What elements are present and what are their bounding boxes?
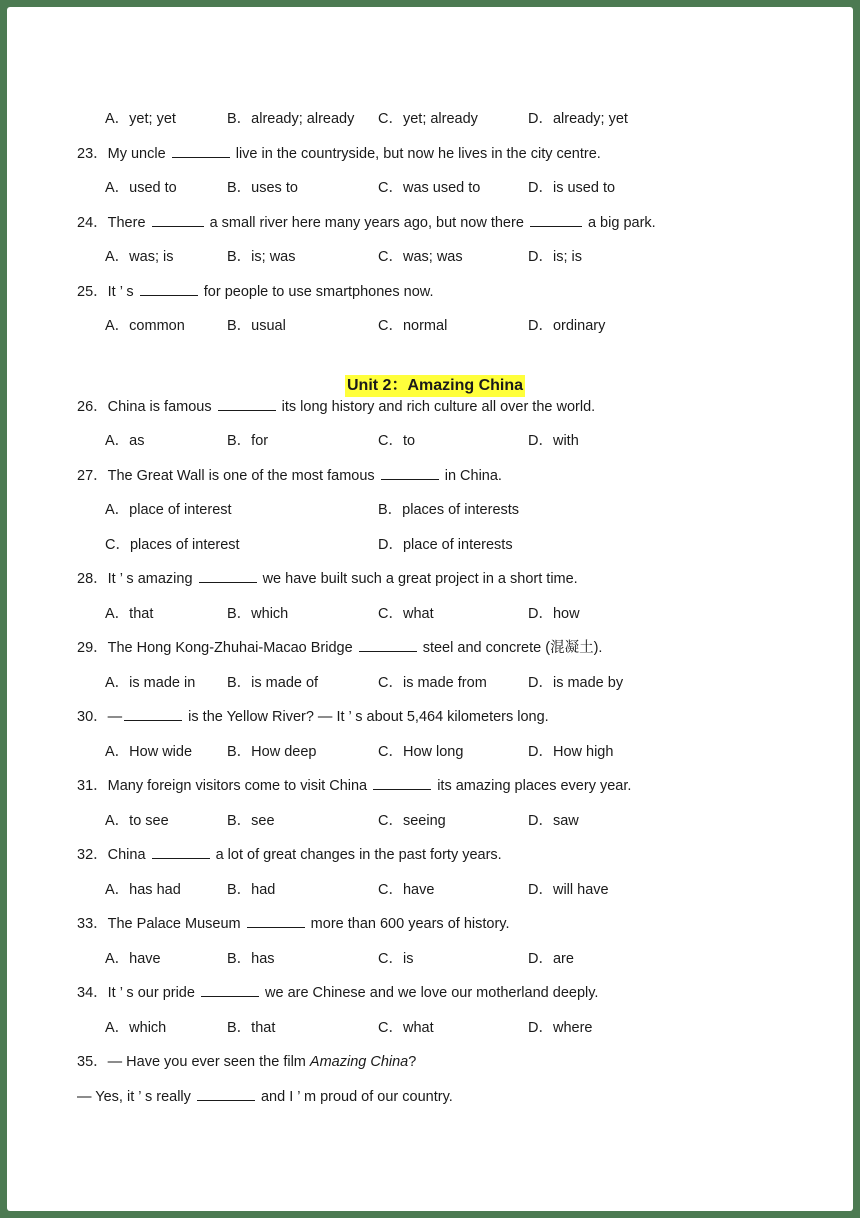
unit-heading: Unit 2：Amazing China: [345, 375, 525, 397]
q26-text-before: 26．China is famous: [77, 399, 212, 415]
q23-option-a[interactable]: A．used to: [105, 180, 177, 196]
q30-option-d[interactable]: D．How high: [528, 744, 614, 760]
q23-option-c[interactable]: C．was used to: [378, 180, 481, 196]
q27-option-b[interactable]: B．places of interests: [378, 502, 520, 518]
q23-blank: [172, 144, 230, 158]
q32-blank: [152, 845, 210, 859]
q32-stem: [77, 845, 502, 865]
q29-text-after: steel and concrete (混凝土).: [422, 640, 603, 656]
q28-option-c[interactable]: C．what: [378, 606, 434, 622]
q35-reply-before: — Yes, it ’ s really: [77, 1089, 191, 1105]
worksheet-page: [7, 7, 853, 1211]
q33-text-after: more than 600 years of history.: [310, 916, 510, 932]
q35-text-before: 35．— Have you ever seen the film: [77, 1054, 306, 1070]
q25-blank: [140, 282, 198, 296]
q31-text-after: its amazing places every year.: [437, 778, 632, 794]
q31-blank: [373, 776, 431, 790]
q33-option-a[interactable]: A．have: [105, 951, 161, 967]
q35-line-2: [77, 1087, 453, 1107]
q26-option-c[interactable]: C．to: [378, 433, 416, 449]
q31-stem: [77, 776, 631, 796]
q34-option-b[interactable]: B．that: [227, 1020, 276, 1036]
q34-option-d[interactable]: D．where: [528, 1020, 593, 1036]
q22-option-d[interactable]: D．already; yet: [528, 111, 628, 127]
q29-text-before: 29．The Hong Kong-Zhuhai-Macao Bridge: [77, 640, 353, 656]
q33-option-d[interactable]: D．are: [528, 951, 574, 967]
q34-blank: [201, 983, 259, 997]
q26-option-a[interactable]: A．as: [105, 433, 145, 449]
q29-option-a[interactable]: A．is made in: [105, 675, 196, 691]
q32-option-b[interactable]: B．had: [227, 882, 276, 898]
q35-reply-after: and I ’ m proud of our country.: [260, 1089, 453, 1105]
q24-option-a[interactable]: A．was; is: [105, 249, 174, 265]
q30-stem: [77, 707, 549, 727]
q34-stem: [77, 983, 598, 1003]
q24-text-after: a big park.: [587, 215, 656, 231]
q27-stem: [77, 466, 502, 486]
q33-option-c[interactable]: C．is: [378, 951, 414, 967]
q24-text-middle: a small river here many years ago, but now there: [209, 215, 524, 231]
q27-option-c[interactable]: C．places of interest: [105, 537, 240, 553]
q25-stem: [77, 282, 433, 302]
q34-text-before: 34．It ’ s our pride: [77, 985, 195, 1001]
q31-option-b[interactable]: B．see: [227, 813, 275, 829]
q27-text-after: in China.: [444, 468, 502, 484]
q23-option-d[interactable]: D．is used to: [528, 180, 616, 196]
q34-option-c[interactable]: C．what: [378, 1020, 434, 1036]
q30-option-a[interactable]: A．How wide: [105, 744, 193, 760]
q23-text-after: live in the countryside, but now he lives in the city centre.: [235, 146, 601, 162]
q31-option-c[interactable]: C．seeing: [378, 813, 446, 829]
q23-option-b[interactable]: B．uses to: [227, 180, 298, 196]
q30-option-b[interactable]: B．How deep: [227, 744, 317, 760]
q24-blank-2: [530, 213, 582, 227]
q29-option-c[interactable]: C．is made from: [378, 675, 487, 691]
q33-stem: [77, 914, 509, 934]
q26-option-b[interactable]: B．for: [227, 433, 269, 449]
q24-option-b[interactable]: B．is; was: [227, 249, 296, 265]
q32-option-c[interactable]: C．have: [378, 882, 435, 898]
q34-option-a[interactable]: A．which: [105, 1020, 167, 1036]
q23-text-before: 23．My uncle: [77, 146, 166, 162]
q32-option-a[interactable]: A．has had: [105, 882, 181, 898]
q25-option-a[interactable]: A．common: [105, 318, 185, 334]
q33-option-b[interactable]: B．has: [227, 951, 275, 967]
q30-option-c[interactable]: C．How long: [378, 744, 464, 760]
q30-text-before: 30．—: [77, 709, 123, 725]
q24-text-before: 24．There: [77, 215, 146, 231]
q32-option-d[interactable]: D．will have: [528, 882, 609, 898]
q27-option-a[interactable]: A．place of interest: [105, 502, 232, 518]
q22-option-c[interactable]: C．yet; already: [378, 111, 478, 127]
q35-film-title: Amazing China: [309, 1054, 409, 1070]
q27-option-d[interactable]: D．place of interests: [378, 537, 513, 553]
q26-text-after: its long history and rich culture all over the world.: [281, 399, 596, 415]
q23-stem: [77, 144, 601, 164]
q26-stem: [77, 397, 595, 417]
q29-option-d[interactable]: D．is made by: [528, 675, 624, 691]
q33-blank: [247, 914, 305, 928]
q24-stem: [77, 213, 656, 233]
q29-option-b[interactable]: B．is made of: [227, 675, 319, 691]
q28-stem: [77, 569, 578, 589]
q28-option-d[interactable]: D．how: [528, 606, 580, 622]
q31-option-d[interactable]: D．saw: [528, 813, 579, 829]
q22-option-a[interactable]: A．yet; yet: [105, 111, 176, 127]
q25-text-before: 25．It ’ s: [77, 284, 134, 300]
q24-blank-1: [152, 213, 204, 227]
q29-stem: [77, 638, 602, 658]
q28-text-after: we have built such a great project in a short time.: [262, 571, 578, 587]
q28-text-before: 28．It ’ s amazing: [77, 571, 193, 587]
q32-text-after: a lot of great changes in the past forty years.: [215, 847, 502, 863]
q24-option-c[interactable]: C．was; was: [378, 249, 463, 265]
q31-option-a[interactable]: A．to see: [105, 813, 169, 829]
q33-text-before: 33．The Palace Museum: [77, 916, 241, 932]
q32-text-before: 32．China: [77, 847, 146, 863]
q25-option-d[interactable]: D．ordinary: [528, 318, 606, 334]
q22-option-b[interactable]: B．already; already: [227, 111, 355, 127]
q30-text-after: is the Yellow River? — It ’ s about 5,464 kilometers long.: [188, 709, 549, 725]
q35-line-1: [77, 1052, 416, 1072]
q28-option-a[interactable]: A．that: [105, 606, 154, 622]
q25-option-b[interactable]: B．usual: [227, 318, 286, 334]
q28-blank: [199, 569, 257, 583]
q28-option-b[interactable]: B．which: [227, 606, 289, 622]
q25-text-after: for people to use smartphones now.: [203, 284, 434, 300]
q29-blank: [359, 638, 417, 652]
q27-blank: [381, 466, 439, 480]
q25-option-c[interactable]: C．normal: [378, 318, 448, 334]
q30-blank: [124, 707, 182, 721]
q27-text-before: 27．The Great Wall is one of the most famous: [77, 468, 375, 484]
q26-blank: [218, 397, 276, 411]
q31-text-before: 31．Many foreign visitors come to visit China: [77, 778, 368, 794]
q35-blank: [197, 1087, 255, 1101]
q34-text-after: we are Chinese and we love our motherland deeply.: [265, 985, 599, 1001]
q26-option-d[interactable]: D．with: [528, 433, 579, 449]
q24-option-d[interactable]: D．is; is: [528, 249, 582, 265]
q35-question-mark: ?: [408, 1054, 417, 1070]
